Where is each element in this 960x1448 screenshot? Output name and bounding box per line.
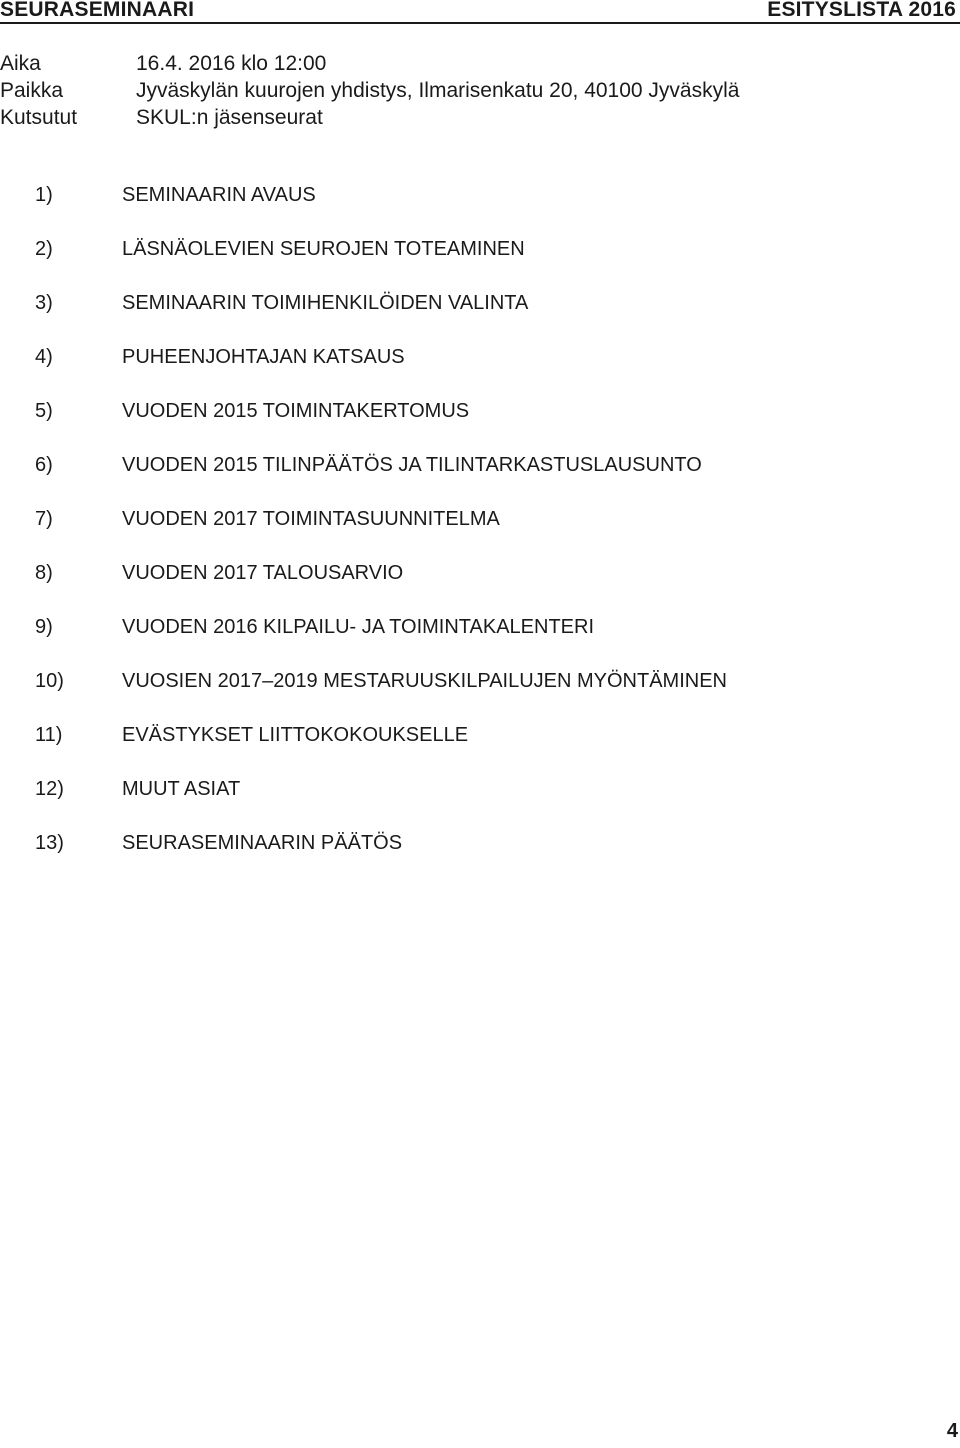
agenda-text: VUODEN 2016 KILPAILU- JA TOIMINTAKALENTERI	[122, 616, 595, 638]
agenda-number: 3)	[35, 292, 53, 314]
agenda-item	[0, 234, 960, 288]
agenda-item	[0, 396, 960, 450]
agenda-text: VUODEN 2017 TALOUSARVIO	[122, 562, 404, 584]
agenda-item	[0, 828, 960, 882]
agenda-number: 7)	[35, 508, 53, 530]
agenda-item	[0, 288, 960, 342]
agenda-number: 6)	[35, 454, 53, 476]
meeting-time-row	[0, 50, 739, 77]
meeting-invitees-row	[0, 104, 739, 131]
agenda-item	[0, 666, 960, 720]
agenda-text: VUODEN 2015 TILINPÄÄTÖS JA TILINTARKASTUSLAUSUNTO	[122, 454, 702, 476]
agenda-number: 2)	[35, 238, 53, 260]
meeting-place-row	[0, 77, 739, 104]
agenda-text: EVÄSTYKSET LIITTOKOKOUKSELLE	[122, 724, 469, 746]
agenda-item	[0, 612, 960, 666]
meta-label: Paikka	[0, 79, 64, 102]
agenda-number: 11)	[35, 724, 63, 746]
meta-value: SKUL:n jäsenseurat	[136, 106, 323, 129]
meta-value: Jyväskylän kuurojen yhdistys, Ilmarisenkatu 20, 40100 Jyväskylä	[136, 79, 740, 102]
agenda-text: SEMINAARIN AVAUS	[122, 184, 316, 206]
agenda-number: 8)	[35, 562, 53, 584]
agenda-text: VUOSIEN 2017–2019 MESTARUUSKILPAILUJEN MYÖNTÄMINEN	[122, 670, 727, 692]
agenda-text: SEURASEMINAARIN PÄÄTÖS	[122, 832, 403, 854]
agenda-list	[0, 180, 960, 882]
agenda-item	[0, 504, 960, 558]
page-number: 4	[946, 1420, 958, 1442]
page-header	[0, 0, 960, 24]
meta-label: Aika	[0, 52, 41, 75]
agenda-item	[0, 342, 960, 396]
agenda-text: MUUT ASIAT	[122, 778, 241, 800]
agenda-item	[0, 450, 960, 504]
agenda-text: VUODEN 2015 TOIMINTAKERTOMUS	[122, 400, 470, 422]
agenda-number: 5)	[35, 400, 53, 422]
agenda-number: 1)	[35, 184, 53, 206]
meta-value: 16.4. 2016 klo 12:00	[136, 52, 327, 75]
agenda-number: 4)	[35, 346, 53, 368]
agenda-item	[0, 180, 960, 234]
document-title: ESITYSLISTA 2016	[767, 0, 956, 21]
agenda-text: VUODEN 2017 TOIMINTASUUNNITELMA	[122, 508, 500, 530]
agenda-text: PUHEENJOHTAJAN KATSAUS	[122, 346, 405, 368]
meta-label: Kutsutut	[0, 106, 78, 129]
meeting-details	[0, 50, 739, 131]
agenda-item	[0, 558, 960, 612]
agenda-text: SEMINAARIN TOIMIHENKILÖIDEN VALINTA	[122, 292, 529, 314]
document-category: SEURASEMINAARI	[0, 0, 195, 21]
agenda-number: 9)	[35, 616, 53, 638]
agenda-text: LÄSNÄOLEVIEN SEUROJEN TOTEAMINEN	[122, 238, 525, 260]
agenda-number: 12)	[35, 778, 64, 800]
agenda-item	[0, 774, 960, 828]
agenda-number: 13)	[35, 832, 64, 854]
agenda-number: 10)	[35, 670, 64, 692]
agenda-item	[0, 720, 960, 774]
